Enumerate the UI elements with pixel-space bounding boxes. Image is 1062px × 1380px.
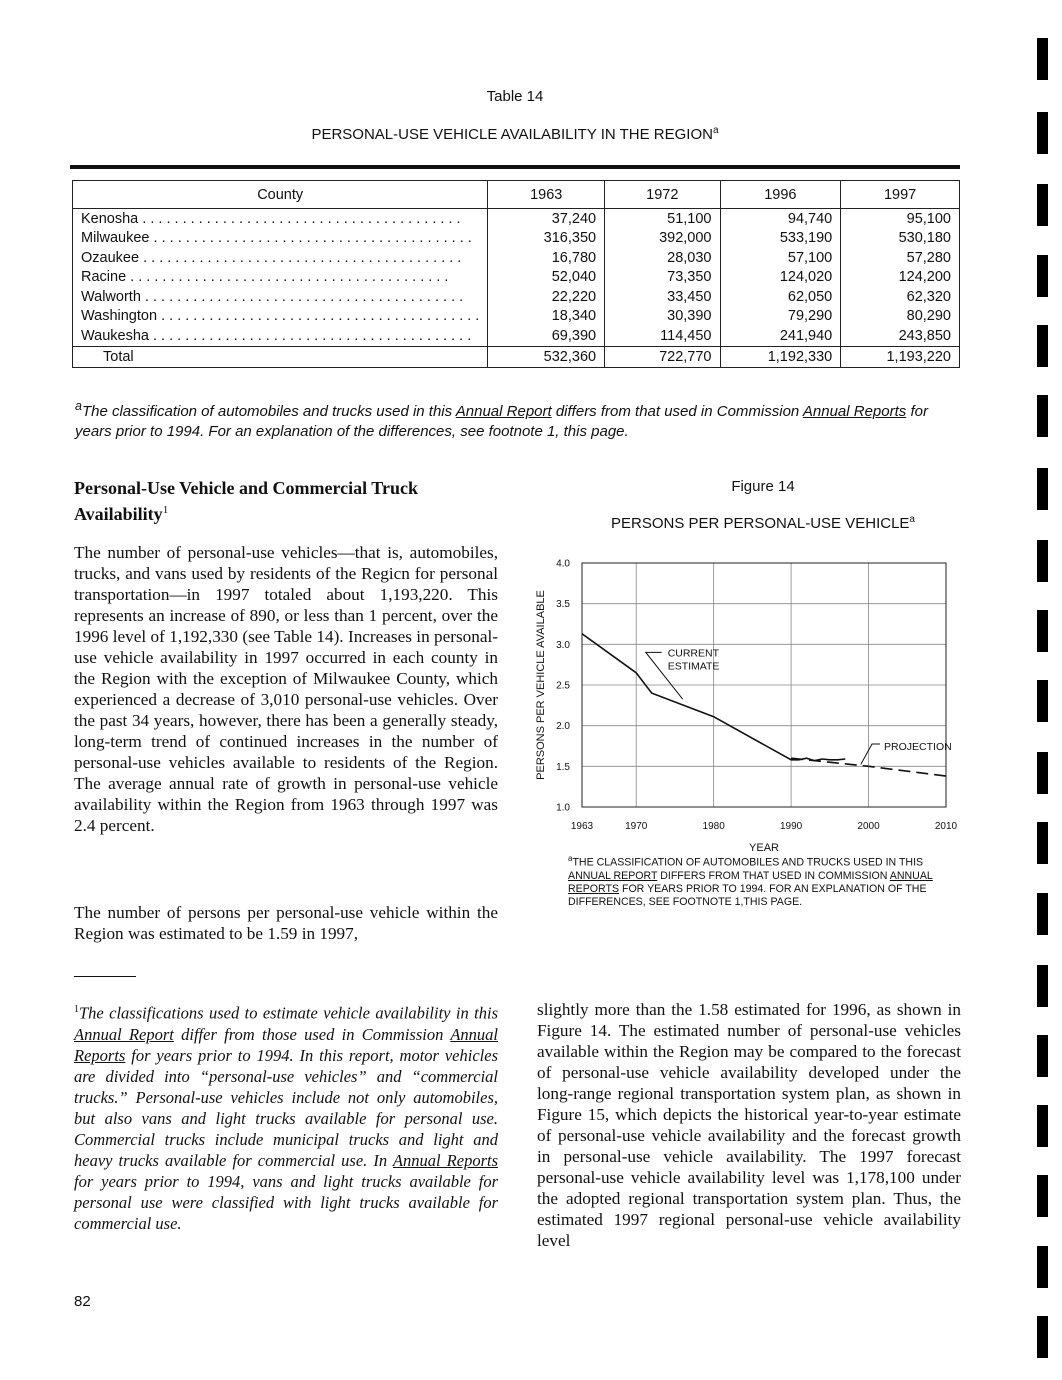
table-cell: 392,000 [605, 229, 720, 249]
table-row [73, 326, 960, 346]
heading-footnote-marker: 1 [162, 504, 169, 516]
chart-annotations [646, 647, 952, 764]
scan-margin-mark [1037, 822, 1048, 864]
table-cell: 69,390 [488, 326, 605, 346]
chart-grid [582, 563, 946, 807]
y-tick-label: 2.0 [556, 721, 570, 733]
y-tick-label: 1.0 [556, 802, 570, 814]
table-cell: 62,050 [720, 287, 841, 307]
current-estimate-label: ESTIMATE [667, 660, 720, 673]
footnote-marker: a [568, 854, 573, 863]
table-header-row [73, 181, 960, 209]
table-cell: 530,180 [841, 229, 960, 249]
table-rule [70, 165, 960, 169]
table-cell: 37,240 [488, 209, 605, 229]
section-heading: Personal-Use Vehicle and Commercial Truck Availability$^1$ [74, 478, 418, 524]
y-tick-label: 3.5 [556, 599, 570, 611]
y-tick-label: 3.0 [556, 639, 570, 651]
figure-title: Figure 14 [731, 478, 795, 495]
scan-margin-mark [1037, 1316, 1048, 1358]
projection-label: PROJECTION [884, 741, 952, 753]
scan-margin-mark [1037, 610, 1048, 652]
scan-margin-mark [1037, 112, 1048, 154]
column-header: County [73, 181, 488, 209]
body-paragraph: The number of persons per personal-use vehicle within the Region was estimated to be 1.59 in 1997, [74, 903, 498, 943]
footnote-rule [74, 976, 136, 977]
table-cell: 114,450 [605, 326, 720, 346]
page-number: 82 [74, 1293, 91, 1310]
county-name: Ozaukee . . . . . . . . . . . . . . . . . . . . . . . . . . . . . . . . . . . . . . . . [73, 248, 488, 268]
table-footnote: $^a$The classification of automobiles and trucks used in this Annual Report differs from that used in Commission Annual Reports for years prior to 1994. For an explanation of the differences, see footnote 1, this page. [75, 399, 928, 440]
county-name: Walworth . . . . . . . . . . . . . . . . . . . . . . . . . . . . . . . . . . . . . . . . [73, 287, 488, 307]
table-cell: 16,780 [488, 248, 605, 268]
column-header: 1997 [841, 181, 960, 209]
table-cell: 1,193,220 [841, 346, 960, 367]
table-cell: 1,192,330 [720, 346, 841, 367]
x-tick-label: 2010 [934, 821, 958, 832]
page-footnote: $^1$The classifications used to estimate vehicle availability in this Annual Report differ from those used in Commission Annual Reports for years prior to 1994. In this report, motor vehicles are divided into “personal-use vehicles” and “commercial trucks.” Personal-use vehicles include not only automobiles, but also vans and light trucks available for personal use. Commercial trucks include municipal trucks and light and heavy trucks available for commercial use. In Annual Reports for years prior to 1994, vans and light trucks available for personal use were classified with light trucks available for commercial use. [74, 1003, 499, 1233]
current-estimate-label: CURRENT [667, 647, 720, 660]
table-cell: 22,220 [488, 287, 605, 307]
scan-margin-mark [1037, 1035, 1048, 1077]
scan-margin-mark [1037, 184, 1048, 226]
scan-margin-mark [1037, 540, 1048, 582]
x-tick-label: 1970 [625, 821, 648, 832]
table-cell: 124,200 [841, 268, 960, 288]
scan-margin-mark [1037, 468, 1048, 510]
table-subtitle-marker: a [712, 125, 719, 136]
table-cell: 95,100 [841, 209, 960, 229]
persons-per-vehicle-chart [520, 552, 970, 852]
x-axis-label: YEAR [749, 842, 779, 852]
table-row [73, 268, 960, 288]
scan-margin-mark [1037, 1175, 1048, 1217]
table-cell: 80,290 [841, 307, 960, 327]
scan-margin-mark [1037, 1246, 1048, 1288]
scan-margin-mark [1037, 255, 1048, 297]
table-cell: 51,100 [605, 209, 720, 229]
table-subtitle-text: PERSONAL-USE VEHICLE AVAILABILITY IN THE REGION [311, 126, 713, 143]
table-row [73, 229, 960, 249]
figure-subtitle: PERSONS PER PERSONAL-USE VEHICLE$^a$ [611, 514, 915, 532]
footnote-marker: a [75, 399, 82, 413]
figure-subtitle-marker: a [909, 514, 915, 525]
table-cell: 57,100 [720, 248, 841, 268]
table-cell: 30,390 [605, 307, 720, 327]
x-tick-label: 1980 [702, 821, 725, 832]
county-name: Waukesha . . . . . . . . . . . . . . . . . . . . . . . . . . . . . . . . . . . . . . . . [73, 326, 488, 346]
table-cell: 241,940 [720, 326, 841, 346]
table-subtitle [0, 125, 1030, 143]
table-row [73, 209, 960, 229]
table-cell: 18,340 [488, 307, 605, 327]
table-cell: 28,030 [605, 248, 720, 268]
table-cell: 62,320 [841, 287, 960, 307]
scan-margin-mark [1037, 1105, 1048, 1147]
column-header: 1996 [720, 181, 841, 209]
annual-reports-ref: Annual Reports [802, 403, 907, 420]
county-name: Kenosha . . . . . . . . . . . . . . . . . . . . . . . . . . . . . . . . . . . . . . . . [73, 209, 488, 229]
scan-margin-mark [1037, 893, 1048, 935]
table-cell: 243,850 [841, 326, 960, 346]
body-paragraph: The number of personal-use vehicles—that is, automobiles, trucks, and vans used by residents of the Regicn for personal transportation—in 1997 totaled about 1,193,220. This represents an increase of 890, or less than 1 percent, over the 1996 level of 1,192,330 (see Table 14). Increases in personal-use vehicle availability in 1997 occurred in each county in the Region with the exception of Milwaukee County, which experienced a decrease of 3,010 personal-use vehicles. Over the past 34 years, however, there has been a generally steady, long-term trend of continued increases in the number of personal-use vehicles available to residents of the Region. The average annual rate of growth in personal-use vehicle availability within the Region from 1963 through 1997 was 2.4 percent. [74, 543, 498, 835]
table-row [73, 287, 960, 307]
y-tick-label: 4.0 [556, 558, 570, 570]
table-cell: 533,190 [720, 229, 841, 249]
scan-margin-mark [1037, 325, 1048, 367]
table-cell: 52,040 [488, 268, 605, 288]
scan-margin-mark [1037, 752, 1048, 794]
table-title: Table 14 [486, 88, 544, 105]
footnote-marker: 1 [74, 1004, 79, 1015]
table-cell: 94,740 [720, 209, 841, 229]
scan-margin-mark [1037, 680, 1048, 722]
table-cell: 722,770 [605, 346, 720, 367]
x-tick-label: 1990 [779, 821, 803, 832]
table-total-row [73, 346, 960, 367]
annual-report-ref: Annual Report [455, 403, 552, 420]
x-tick-label: 1963 [570, 821, 594, 832]
y-tick-label: 1.5 [556, 761, 570, 773]
y-tick-label: 2.5 [556, 680, 570, 692]
table-cell: 532,360 [488, 346, 605, 367]
column-header: 1963 [488, 181, 605, 209]
column-header: 1972 [605, 181, 720, 209]
county-name: Washington . . . . . . . . . . . . . . . . . . . . . . . . . . . . . . . . . . . . . . . . [73, 307, 488, 327]
body-paragraph: slightly more than the 1.58 estimated for 1996, as shown in Figure 14. The estimated number of personal-use vehicles available within the Region may be compared to the forecast of personal-use vehicle availability developed under the long-range regional transportation system plan, as shown in Figure 15, which depicts the historical year-to-year estimate of personal-use vehicle availability and the forecast growth in personal-use vehicle availability. The 1997 forecast personal-use vehicle availability level was 1,178,100 under the adopted regional transportation system plan. Thus, the estimated 1997 regional personal-use vehicle availability level [537, 1000, 961, 1250]
chart-axes [535, 559, 958, 853]
table-cell: 57,280 [841, 248, 960, 268]
table-cell: 73,350 [605, 268, 720, 288]
table-cell: 316,350 [488, 229, 605, 249]
figure-footnote: $^a$THE CLASSIFICATION OF AUTOMOBILES AND TRUCKS USED IN THIS ANNUAL REPORT DIFFERS FROM THAT USED IN COMMISSION ANNUAL REPORTS FOR YEARS PRIOR TO 1994. FOR AN EXPLANATION OF THE DIFFERENCES, SEE FOOTNOTE 1,THIS PAGE. [568, 854, 933, 908]
total-label: Total [73, 346, 488, 367]
y-axis-label: PERSONS PER VEHICLE AVAILABLE [535, 590, 547, 780]
x-tick-label: 2000 [857, 821, 880, 832]
county-name: Racine . . . . . . . . . . . . . . . . . . . . . . . . . . . . . . . . . . . . . . . . [73, 268, 488, 288]
table-cell: 79,290 [720, 307, 841, 327]
table-row [73, 307, 960, 327]
scan-margin-mark [1037, 395, 1048, 437]
projection-leader [861, 744, 880, 764]
county-name: Milwaukee . . . . . . . . . . . . . . . . . . . . . . . . . . . . . . . . . . . . . . . . [73, 229, 488, 249]
scan-margin-mark [1037, 38, 1048, 80]
table-cell: 33,450 [605, 287, 720, 307]
vehicle-availability-table [72, 180, 960, 368]
scan-margin-mark [1037, 965, 1048, 1007]
table-cell: 124,020 [720, 268, 841, 288]
table-row [73, 248, 960, 268]
